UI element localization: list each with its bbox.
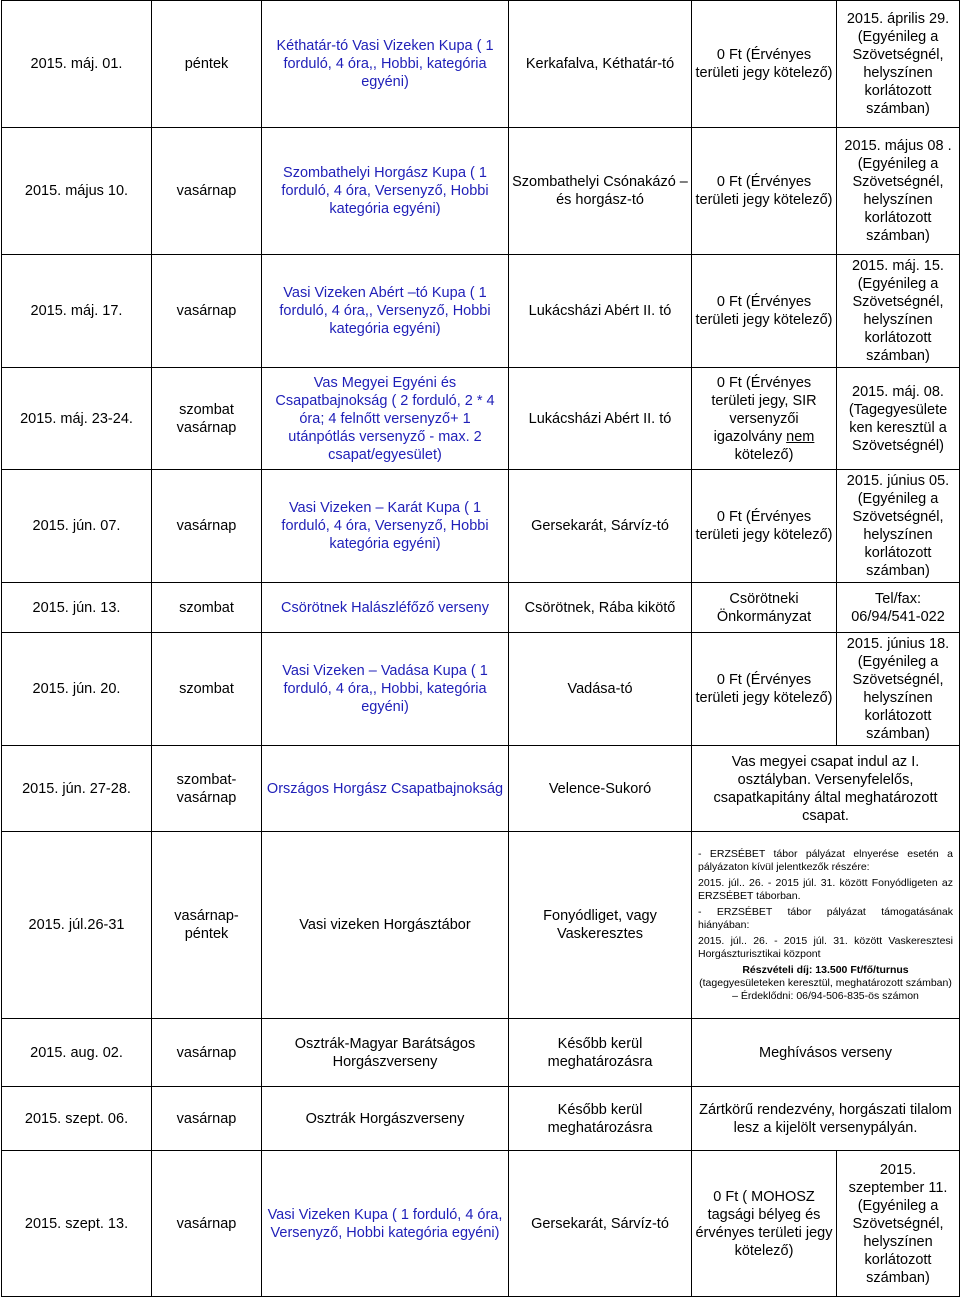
event-location: Velence-Sukoró	[509, 746, 692, 832]
event-note: Meghívásos verseny	[692, 1019, 960, 1087]
event-location: Kerkafalva, Kéthatár-tó	[509, 1, 692, 128]
event-date: 2015. május 10.	[2, 128, 152, 255]
event-title: Csörötnek Halászléfőző verseny	[262, 583, 509, 633]
table-row	[2, 1019, 960, 1087]
event-fee: 0 Ft (Érvényes területi jegy kötelező)	[692, 128, 837, 255]
event-date: 2015. szept. 13.	[2, 1151, 152, 1297]
event-title: Vasi Vizeken – Karát Kupa ( 1 forduló, 4 óra, Versenyző, Hobbi kategória egyéni)	[262, 470, 509, 583]
table-row	[2, 1, 960, 128]
table-row	[2, 1087, 960, 1151]
event-title: Vasi Vizeken – Vadása Kupa ( 1 forduló, 4 óra,, Hobbi, kategória egyéni)	[262, 633, 509, 746]
event-fee	[692, 368, 837, 470]
event-date: 2015. júl.26-31	[2, 832, 152, 1019]
event-location: Lukácsházi Abért II. tó	[509, 255, 692, 368]
event-note: Zártkörű rendezvény, horgászati tilalom lesz a kijelölt versenypályán.	[692, 1087, 960, 1151]
event-fee: 0 Ft (Érvényes területi jegy kötelező)	[692, 255, 837, 368]
event-title: Vasi Vizeken Abért –tó Kupa ( 1 forduló, 4 óra,, Versenyző, Hobbi kategória egyéni)	[262, 255, 509, 368]
fee-text: 0 Ft (Érvényes területi jegy, SIR versenyzői igazolvány	[711, 374, 817, 445]
fee-text-end: kötelező)	[734, 446, 794, 463]
event-date: 2015. máj. 01.	[2, 1, 152, 128]
camp-info-p3: - ERZSÉBET tábor pályázat támogatásának hiányában:	[698, 905, 953, 931]
camp-info-p5	[698, 964, 953, 1003]
event-day: vasárnap	[152, 128, 262, 255]
event-location: Fonyódliget, vagy Vaskeresztes	[509, 832, 692, 1019]
camp-info-p4: 2015. júl.. 26. - 2015 júl. 31. között Vaskeresztesi Horgászturisztikai központ	[698, 934, 953, 960]
table-row	[2, 368, 960, 470]
camp-fee-rest: (tagegyesületeken keresztül, meghatározott számban) – Érdeklődni: 06/94-506-835-ös számon	[699, 976, 952, 1002]
event-location: Lukácsházi Abért II. tó	[509, 368, 692, 470]
event-location: Gersekarát, Sárvíz-tó	[509, 470, 692, 583]
table-row	[2, 255, 960, 368]
table-row	[2, 1151, 960, 1297]
event-deadline: 2015. május 08 . (Egyénileg a Szövetségnél, helyszínen korlátozott számban)	[837, 128, 960, 255]
event-title: Vasi Vizeken Kupa ( 1 forduló, 4 óra, Versenyző, Hobbi kategória egyéni)	[262, 1151, 509, 1297]
table-row	[2, 583, 960, 633]
table-row	[2, 470, 960, 583]
event-deadline: 2015. szeptember 11. (Egyénileg a Szövetségnél, helyszínen korlátozott számban)	[837, 1151, 960, 1297]
event-date: 2015. jún. 13.	[2, 583, 152, 633]
event-title: Kéthatár-tó Vasi Vizeken Kupa ( 1 forduló, 4 óra,, Hobbi, kategória egyéni)	[262, 1, 509, 128]
event-deadline: 2015. máj. 15. (Egyénileg a Szövetségnél, helyszínen korlátozott számban)	[837, 255, 960, 368]
fee-emphasis: nem	[786, 428, 815, 445]
event-location: Később kerül meghatározásra	[509, 1087, 692, 1151]
event-day: vasárnap-péntek	[152, 832, 262, 1019]
event-date: 2015. máj. 23-24.	[2, 368, 152, 470]
event-deadline: 2015. április 29. (Egyénileg a Szövetségnél, helyszínen korlátozott számban)	[837, 1, 960, 128]
camp-info-p1: - ERZSÉBET tábor pályázat elnyerése esetén a pályázaton kívül jelentkezők részére:	[698, 847, 953, 873]
event-day: szombat-vasárnap	[152, 746, 262, 832]
event-organizer: Csörötneki Önkormányzat	[692, 583, 837, 633]
events-table	[1, 0, 960, 1297]
event-date: 2015. aug. 02.	[2, 1019, 152, 1087]
camp-info	[692, 832, 960, 1019]
event-day: vasárnap	[152, 1087, 262, 1151]
event-note: Vas megyei csapat indul az I. osztályban. Versenyfelelős, csapatkapitány által meghatározott csapat.	[692, 746, 960, 832]
event-date: 2015. jún. 20.	[2, 633, 152, 746]
event-fee: 0 Ft (Érvényes területi jegy kötelező)	[692, 633, 837, 746]
event-deadline: 2015. június 05. (Egyénileg a Szövetségnél, helyszínen korlátozott számban)	[837, 470, 960, 583]
event-location: Később kerül meghatározásra	[509, 1019, 692, 1087]
event-location: Csörötnek, Rába kikötő	[509, 583, 692, 633]
event-title: Osztrák Horgászverseny	[262, 1087, 509, 1151]
table-row	[2, 128, 960, 255]
event-title: Szombathelyi Horgász Kupa ( 1 forduló, 4 óra, Versenyző, Hobbi kategória egyéni)	[262, 128, 509, 255]
event-location: Gersekarát, Sárvíz-tó	[509, 1151, 692, 1297]
event-date: 2015. máj. 17.	[2, 255, 152, 368]
event-date: 2015. jún. 27-28.	[2, 746, 152, 832]
event-deadline: 2015. máj. 08. (Tagegyesülete ken keresztül a Szövetségnél)	[837, 368, 960, 470]
table-row	[2, 832, 960, 1019]
event-title: Osztrák-Magyar Barátságos Horgászverseny	[262, 1019, 509, 1087]
event-title: Vas Megyei Egyéni és Csapatbajnokság ( 2 forduló, 2 * 4 óra; 4 felnőtt versenyző+ 1 utánpótlás versenyző - max. 2 csapat/egyesület)	[262, 368, 509, 470]
event-deadline: 2015. június 18. (Egyénileg a Szövetségnél, helyszínen korlátozott számban)	[837, 633, 960, 746]
table-row	[2, 746, 960, 832]
event-day: péntek	[152, 1, 262, 128]
event-fee: 0 Ft ( MOHOSZ tagsági bélyeg és érvényes területi jegy kötelező)	[692, 1151, 837, 1297]
event-date: 2015. jún. 07.	[2, 470, 152, 583]
event-title: Vasi vizeken Horgásztábor	[262, 832, 509, 1019]
camp-info-p2: 2015. júl.. 26. - 2015 júl. 31. között Fonyódligeten az ERZSÉBET táborban.	[698, 876, 953, 902]
event-title: Országos Horgász Csapatbajnokság	[262, 746, 509, 832]
event-date: 2015. szept. 06.	[2, 1087, 152, 1151]
camp-fee-label: Részvételi díj: 13.500 Ft/fő/turnus	[742, 963, 909, 976]
event-location: Szombathelyi Csónakázó –és horgász-tó	[509, 128, 692, 255]
event-fee: 0 Ft (Érvényes területi jegy kötelező)	[692, 1, 837, 128]
event-fee: 0 Ft (Érvényes területi jegy kötelező)	[692, 470, 837, 583]
event-day: szombat	[152, 583, 262, 633]
table-row	[2, 633, 960, 746]
event-day: szombat vasárnap	[152, 368, 262, 470]
event-contact: Tel/fax: 06/94/541-022	[837, 583, 960, 633]
event-day: vasárnap	[152, 255, 262, 368]
event-day: szombat	[152, 633, 262, 746]
event-day: vasárnap	[152, 1019, 262, 1087]
event-day: vasárnap	[152, 1151, 262, 1297]
event-day: vasárnap	[152, 470, 262, 583]
event-location: Vadása-tó	[509, 633, 692, 746]
